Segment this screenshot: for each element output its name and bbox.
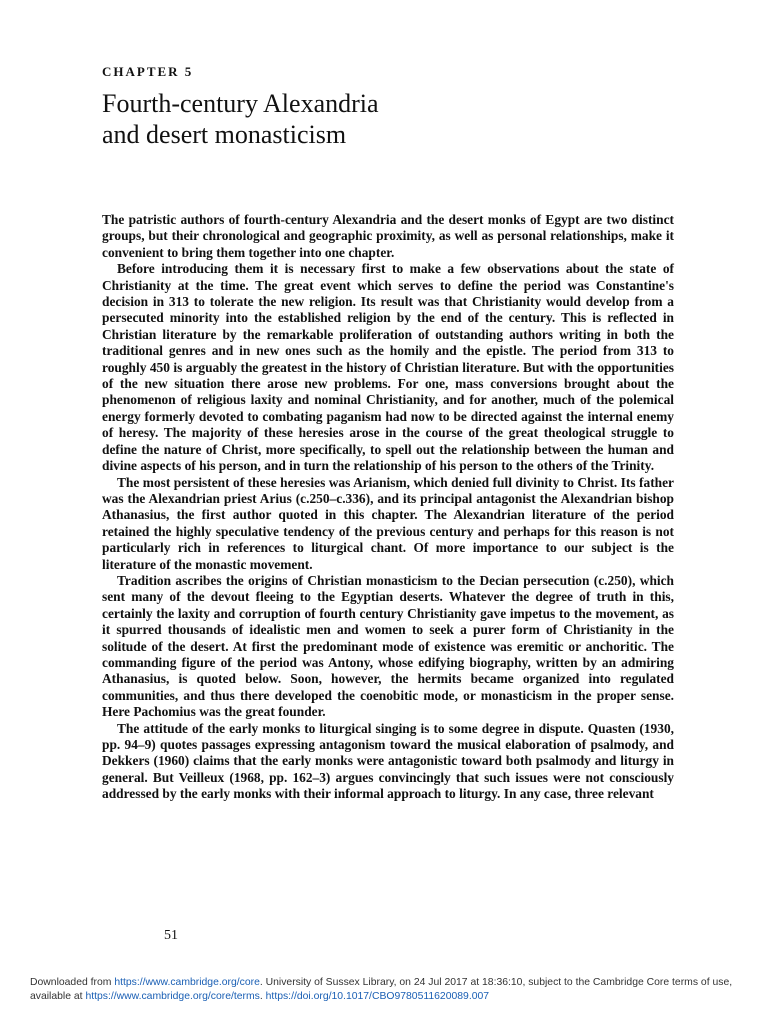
page-number: 51	[164, 928, 178, 943]
footer-prefix: Downloaded from	[30, 977, 115, 988]
paragraph-4: Tradition ascribes the origins of Christian monasticism to the Decian persecution (c.250), which sent many of the devout fleeing to the Egyptian deserts. Whatever the degree of truth in this, certainly the laxity and corruption of fourth century Christianity gave impetus to the movement, as it spurred thousands of idealistic men and women to seek a purer form of Christianity in the solitude of the desert. At first the predominant mode of existence was eremitic or anchoritic. The commanding figure of the period was Antony, whose edifying biography, written by an admiring Athanasius, is quoted below. Soon, however, the hermits became organized into regulated communities, and thus there developed the coenobitic mode, or monasticism in the proper sense. Here Pachomius was the great founder.	[102, 572, 674, 720]
paragraph-2: Before introducing them it is necessary first to make a few observations about the state of Christianity at the time. The great event which serves to define the period was Constantine's decision in 313 to tolerate the new religion. Its result was that Christianity would develop from a persecuted minority into the established religion by the end of the century. This is reflected in Christian literature by the remarkable proliferation of outstanding authors writing in both the traditional genres and in new ones such as the homily and the epistle. The period from 313 to roughly 450 is arguably the greatest in the history of Christian literature. But with the opportunities of the new situation there arose new problems. For one, mass conversions brought about the phenomenon of religious laxity and nominal Christianity, and for another, much of the polemical energy formerly devoted to combating paganism had now to be directed against the internal enemy of heresy. The majority of these heresies arose in the course of the great theological struggle to define the nature of Christ, more specifically, to spell out the relationship between the human and divine aspects of his person, and in turn the relationship of his person to the others of the Trinity.	[102, 261, 674, 474]
paragraph-3: The most persistent of these heresies was Arianism, which denied full divinity to Christ. Its father was the Alexandrian priest Arius (c.250–c.336), and its principal antagonist the Alexandrian bishop Athanasius, the first author quoted in this chapter. The Alexandrian literature of the period retained the highly speculative tendency of the previous century and perhaps for this reason is not particularly rich in references to liturgical chant. Of more importance to our subject is the literature of the monastic movement.	[102, 474, 674, 572]
chapter-label: CHAPTER 5	[102, 64, 194, 79]
chapter-title-line-2: and desert monasticism	[102, 120, 347, 149]
footer-separator: .	[259, 991, 266, 1002]
paragraph-1: The patristic authors of fourth-century Alexandria and the desert monks of Egypt are two distinct groups, but their chronological and geographic proximity, as well as personal relationships, make it convenient to bring them together into one chapter.	[102, 212, 674, 260]
cambridge-core-link[interactable]: https://www.cambridge.org/core	[114, 977, 260, 988]
paragraph-5: The attitude of the early monks to liturgical singing is to some degree in dispute. Quasten (1930, pp. 94–9) quotes passages expressing antagonism toward the musical elaboration of psalmody, and Dekkers (1960) claims that the early monks were antagonistic toward both psalmody and liturgy in general. But Veilleux (1968, pp. 162–3) argues convincingly that such issues were not consciously addressed by the early monks with their informal approach to liturgy. In any case, three relevant	[102, 720, 674, 802]
terms-link[interactable]: https://www.cambridge.org/core/terms	[85, 991, 260, 1002]
chapter-title	[102, 88, 662, 150]
chapter-title-line-1: Fourth-century Alexandria	[102, 89, 379, 118]
body-text	[102, 212, 674, 803]
footer-middle: . University of Sussex Library, on 24 Jul 2017 at 18:36:10, subject to the Cambridge Core terms of use, available at	[30, 977, 733, 1002]
doi-link[interactable]: https://doi.org/10.1017/CBO9780511620089.007	[265, 991, 490, 1002]
download-footer	[30, 976, 750, 1004]
